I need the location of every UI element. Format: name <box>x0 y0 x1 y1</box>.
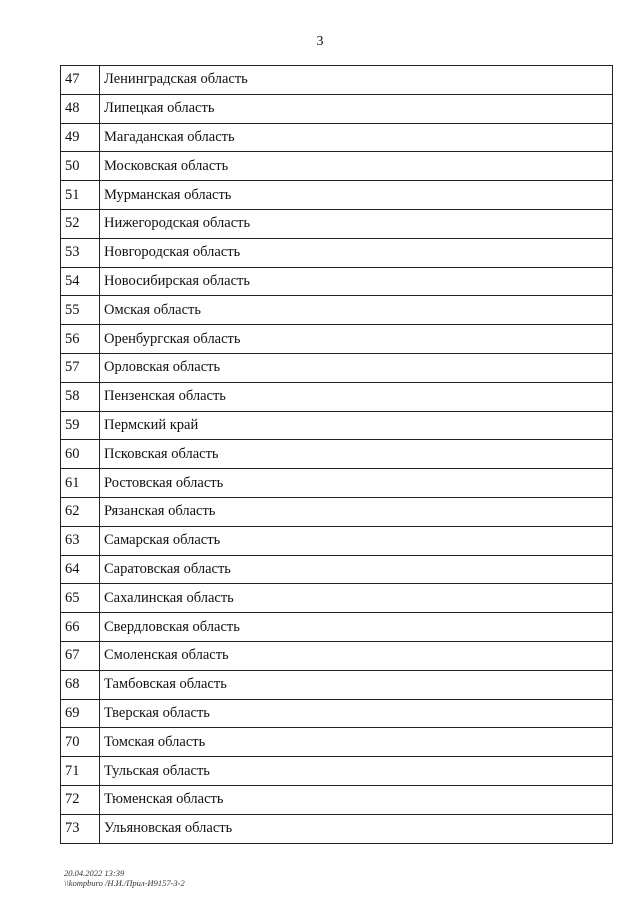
row-number: 70 <box>61 728 100 757</box>
table-row <box>61 209 613 238</box>
region-name: Тюменская область <box>100 785 613 814</box>
row-number: 65 <box>61 584 100 613</box>
row-number: 52 <box>61 209 100 238</box>
footer-date: 20.04.2022 13:39 <box>64 868 125 878</box>
region-name: Самарская область <box>100 526 613 555</box>
region-name: Псковская область <box>100 440 613 469</box>
regions-table-body <box>61 66 613 844</box>
row-number: 50 <box>61 152 100 181</box>
table-row <box>61 123 613 152</box>
table-row <box>61 440 613 469</box>
table-row <box>61 728 613 757</box>
row-number: 68 <box>61 670 100 699</box>
table-row <box>61 411 613 440</box>
region-name: Нижегородская область <box>100 209 613 238</box>
region-name: Томская область <box>100 728 613 757</box>
region-name: Сахалинская область <box>100 584 613 613</box>
region-name: Саратовская область <box>100 555 613 584</box>
table-row <box>61 526 613 555</box>
page-number: 3 <box>316 34 324 49</box>
region-name: Тамбовская область <box>100 670 613 699</box>
region-name: Ростовская область <box>100 469 613 498</box>
table-row <box>61 555 613 584</box>
region-name: Липецкая область <box>100 94 613 123</box>
region-name: Ленинградская область <box>100 66 613 95</box>
table-row <box>61 296 613 325</box>
table-row <box>61 469 613 498</box>
table-row <box>61 94 613 123</box>
region-name: Орловская область <box>100 353 613 382</box>
region-name: Мурманская область <box>100 181 613 210</box>
table-row <box>61 267 613 296</box>
table-row <box>61 584 613 613</box>
row-number: 63 <box>61 526 100 555</box>
region-name: Московская область <box>100 152 613 181</box>
table-row <box>61 382 613 411</box>
table-row <box>61 181 613 210</box>
row-number: 62 <box>61 497 100 526</box>
row-number: 64 <box>61 555 100 584</box>
region-name: Смоленская область <box>100 641 613 670</box>
region-name: Новгородская область <box>100 238 613 267</box>
table-row <box>61 699 613 728</box>
row-number: 53 <box>61 238 100 267</box>
table-row <box>61 66 613 95</box>
row-number: 47 <box>61 66 100 95</box>
table-row <box>61 238 613 267</box>
row-number: 66 <box>61 613 100 642</box>
table-row <box>61 325 613 354</box>
row-number: 54 <box>61 267 100 296</box>
row-number: 48 <box>61 94 100 123</box>
region-name: Рязанская область <box>100 497 613 526</box>
row-number: 60 <box>61 440 100 469</box>
table-row <box>61 814 613 843</box>
region-name: Новосибирская область <box>100 267 613 296</box>
region-name: Пермский край <box>100 411 613 440</box>
region-name: Оренбургская область <box>100 325 613 354</box>
row-number: 73 <box>61 814 100 843</box>
table-row <box>61 785 613 814</box>
region-name: Тверская область <box>100 699 613 728</box>
document-footer <box>64 868 185 888</box>
footer-reference: \\kompburo /Н.И./Прил-И9157-3-2 <box>64 878 185 888</box>
row-number: 51 <box>61 181 100 210</box>
table-row <box>61 497 613 526</box>
row-number: 67 <box>61 641 100 670</box>
table-row <box>61 641 613 670</box>
region-name: Омская область <box>100 296 613 325</box>
region-name: Пензенская область <box>100 382 613 411</box>
row-number: 71 <box>61 757 100 786</box>
row-number: 69 <box>61 699 100 728</box>
table-row <box>61 757 613 786</box>
table-row <box>61 152 613 181</box>
row-number: 49 <box>61 123 100 152</box>
table-row <box>61 353 613 382</box>
region-name: Магаданская область <box>100 123 613 152</box>
row-number: 61 <box>61 469 100 498</box>
region-name: Тульская область <box>100 757 613 786</box>
row-number: 58 <box>61 382 100 411</box>
table-row <box>61 670 613 699</box>
regions-table <box>60 65 613 844</box>
table-row <box>61 613 613 642</box>
row-number: 55 <box>61 296 100 325</box>
region-name: Ульяновская область <box>100 814 613 843</box>
row-number: 56 <box>61 325 100 354</box>
row-number: 72 <box>61 785 100 814</box>
row-number: 57 <box>61 353 100 382</box>
region-name: Свердловская область <box>100 613 613 642</box>
row-number: 59 <box>61 411 100 440</box>
